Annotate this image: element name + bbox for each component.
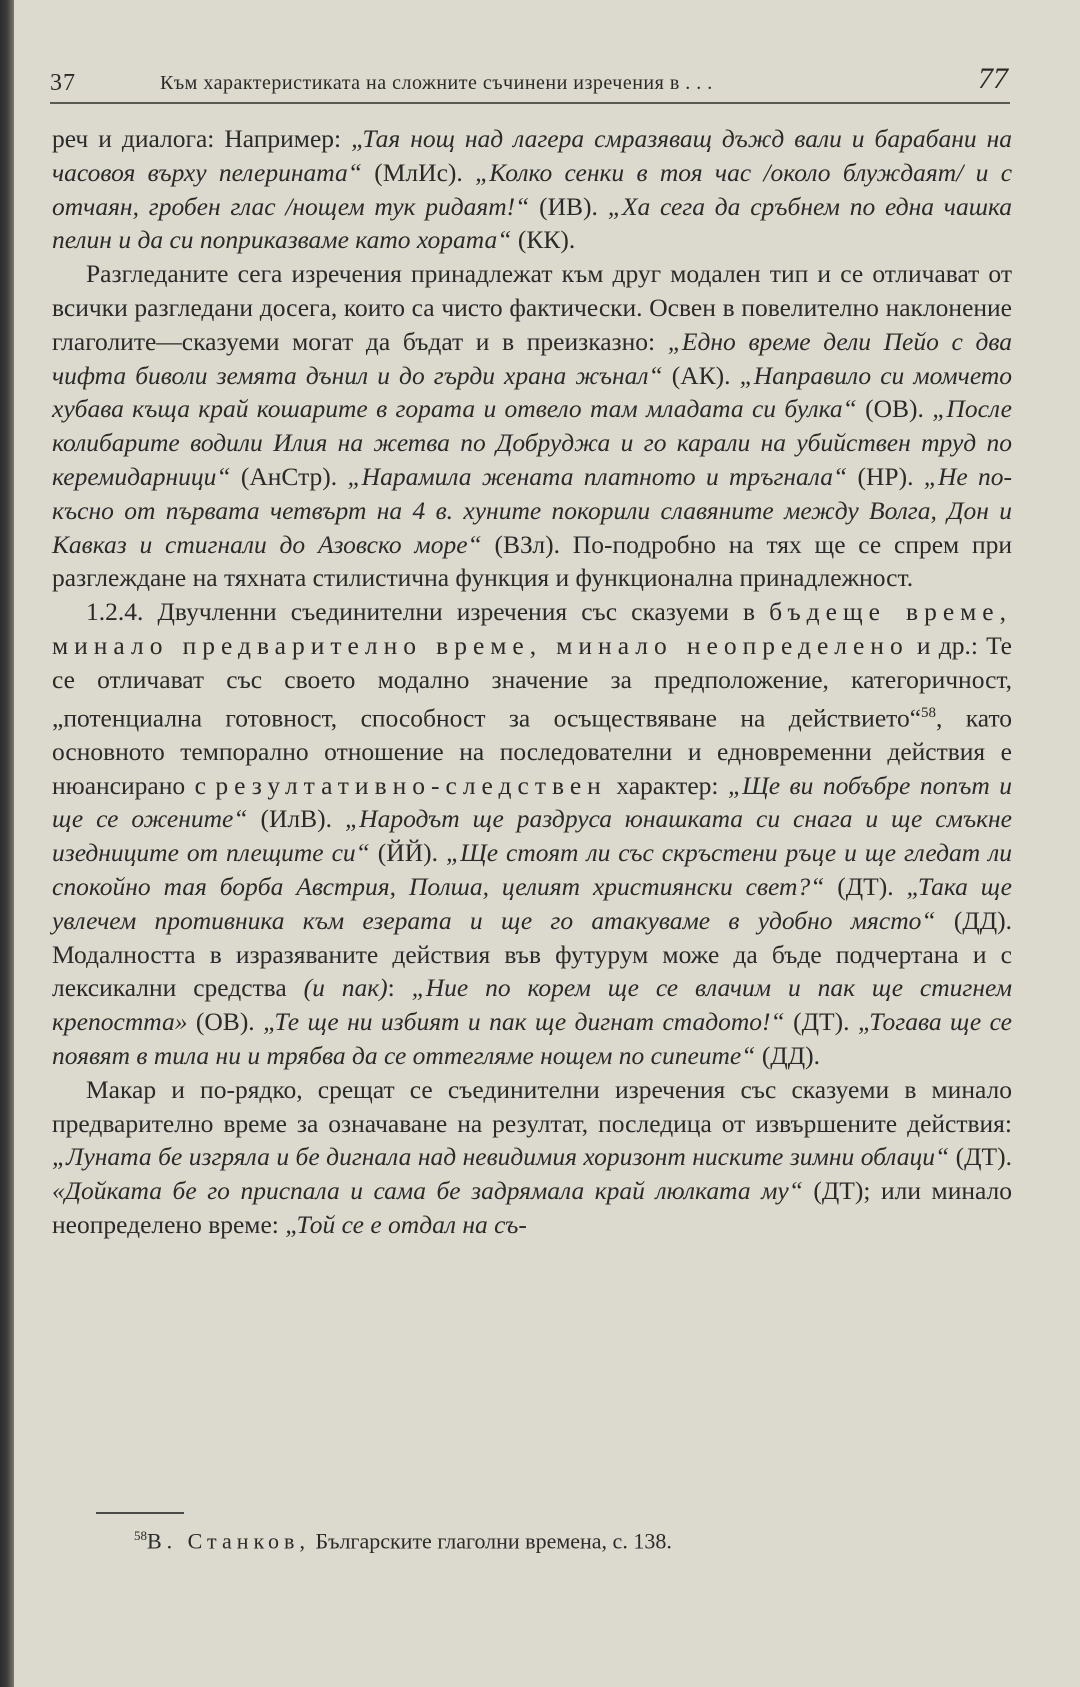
example-quote: „Направило си момчето хубава къща край кошарите в гората и отвело там младата си булка“ [52,360,1012,424]
text: (ДТ). [824,872,907,902]
example-quote: „Те ще ни избият и пак ще дигнат стадото!“ [263,1007,785,1037]
example-quote: „Така ще увлечем противника към езерата и ще го атакуваме в удобно място“ [52,872,1012,935]
running-title: Към характеристиката на сложните съчинени изречения в . . . [160,72,713,94]
section-heading-text: 1.2.4. Двучленни съединителни изречения със сказуеми в [86,597,770,627]
example-quote: „Луната бе изгряла и бе дигнала над невидимия хоризонт ниските зимни облаци“ [52,1142,950,1172]
text: характер: [606,770,728,800]
footnote [134,1521,1034,1556]
spaced-term: резултативно-следствен [215,770,607,800]
page-body [52,122,1012,1242]
text: (ДД). Модалността в изразяваните действия във футурум може да бъде подчертана и с лексикални средства [52,905,1012,1003]
text: (ДД). [755,1041,820,1071]
text: (МлИс). [361,157,476,187]
example-quote: „Ха сега да сръбнем по една чашка пелин и да си поприказваме като хората“ [52,191,1012,255]
example-quote: „Народът ще раздруса юнашката си снага и ще смъкне изедниците от плещите си“ [52,804,1012,868]
text: (ОВ). [187,1007,264,1037]
example-quote: „Нарамила жената платното и тръгнала“ [347,461,848,491]
text: (ВЗл). По-подробно на тях ще се спрем при разглеждане на тяхната стилистична функция и функционална принадлежност. [52,529,1012,593]
footnote-text: Българските глаголни времена, с. 138. [309,1528,672,1554]
example-quote: „Едно време дели Пейо с два чифта биволи земята дънил и до гърди храна жънал“ [52,326,1012,390]
text: (ДТ); или минало неопределено време: [52,1176,1012,1239]
example-quote: „Ще стоят ли със скръстени ръце и ще гледат ли спокойно тая борба Австрия, Полша, целият християнски свет?“ [52,838,1012,902]
text: (ЙЙ). [369,838,446,868]
text: Разгледаните сега изречения принадлежат към друг модален тип и се отличават от всички разгледани досега, които са чисто фактически. Освен в повелително наклонение глаголите—сказуеми могат да бъдат и в преизказно: [52,259,1012,356]
example-quote: „Ние по корем ще се влачим и пак ще стигнем крепостта» [52,973,1012,1037]
text: (АнСтр). [230,461,348,491]
example-quote: „Тогава ще се появят в тила ни и трябва да се оттегляме нощем по сипеите“ [52,1007,1012,1071]
paragraph-3 [52,595,1012,1073]
book-spine-shadow [0,0,14,1687]
footnote-author: В. Станков, [147,1528,310,1554]
footnote-reference: 58 [921,704,937,721]
example-quote: „Ще ви побъбре попът и ще се ожените“ [52,770,1012,834]
footnote-number: 58 [134,1528,147,1543]
text: : [387,973,412,1003]
text: (НР). [847,461,924,491]
text: и др.: Те се отличават със своето модално значение за предположение, категоричност, „потенциална готовност, способност за осъществяване на действието“ [52,630,1012,733]
example-quote: (и пак) [303,973,388,1003]
book-page [14,0,1080,1687]
paragraph-2 [52,257,1012,595]
text: (ИВ). [529,191,608,221]
spaced-terms: бъдеще време, минало предварително време, минало неопределено [52,597,1012,660]
example-quote: „После колибарите водили Илия на жетва по Добруджа и го карали на убийствен труд по керемидарници“ [52,394,1012,491]
text: , като основното темпорално отношение на последователни и едновременни действия е нюансирано с [52,703,1012,800]
example-quote: „Не по-късно от първата четвърт на 4 в. хуните покорили славяните между Волга, Дон и Кавказ и стигнали до Азовско море“ [52,461,1012,559]
header-left-number: 37 [50,70,76,96]
example-quote: «Дойката бе го приспала и сама бе задрямала край люлката му“ [52,1176,803,1206]
text: (ИлВ). [247,804,345,834]
example-quote: „Тая нощ над лагера смразяващ дъжд вали и барабани на часовоя върху пелерината“ [52,124,1012,187]
example-quote: „Колко сенки в тоя час /около блуждаят/ и с отчаян, гробен глас /нощем тук ридаят!“ [52,157,1013,221]
example-quote: „Той се е отдал на съ- [285,1210,527,1239]
text: (ДТ). [784,1007,858,1037]
text: (ДТ). [949,1142,1012,1172]
text: реч и диалога: Например: [52,124,352,153]
page-header [50,62,1010,104]
paragraph-1 [52,122,1012,257]
paragraph-4 [52,1073,1012,1242]
text: Макар и по-рядко, срещат се съединителни изречения със сказуеми в минало предварително време за означаване на резултат, последица от извършените действия: [52,1074,1012,1138]
text: (КК). [511,225,576,255]
text: (ОВ). [856,394,933,424]
text: (АК). [662,360,740,390]
page-number: 77 [978,62,1008,95]
footnote-divider [96,1512,184,1514]
